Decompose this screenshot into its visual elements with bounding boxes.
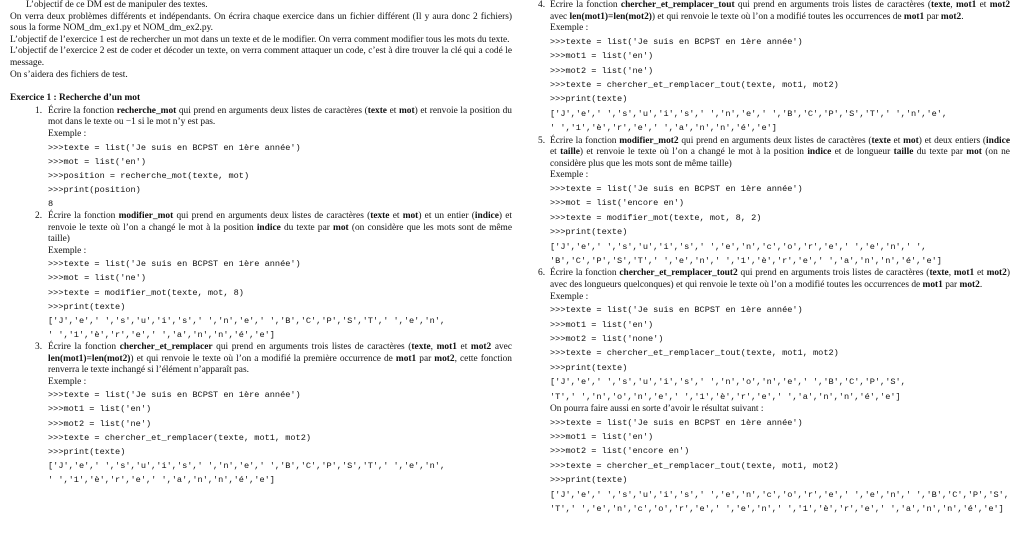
right-column [538,0,1010,517]
question-6 [538,268,1010,516]
alternative-result-label: On pourra faire aussi en sorte d’avoir le résultat suivant : [550,404,764,415]
intro-line-5: On s’aidera des fichiers de test. [10,69,128,80]
question-statement: Écrire la fonction modifier_mot2 qui prend en arguments deux listes de caractères (texte et mot) et deux entiers (indice et taille) et renvoie le texte où l’on a changé le mot à la position indice et de longueur taille du texte par mot (on ne considère plus que les mots sont de même taille) [550,135,1010,169]
example-label: Exemple : [48,128,87,139]
code-example-2: >>>texte = list('Je suis en BCPST en 1ère année') >>>mot1 = list('en') >>>mot2 = list('encore en') >>>texte = chercher_et_remplacer_tout(texte, mot1, mot2) >>>print(texte) ['J','e',' ','s','u','i','s',' ','e','n','c','o','r','e',' ','e','n',' ','B','C','P','S', 'T',' ','e','n','c','o','r','e',' ','e','n',' ','1','è','r','e',' ','a','n','n','é','e'] [550,417,1009,515]
code-example: >>>texte = list('Je suis en BCPST en 1ère année') >>>mot = list('ne') >>>texte = modifier_mot(texte, mot, 8) >>>print(texte) ['J','e',' ','s','u','i','s',' ','n','e',' ','B','C','P','S','T',' ','e','n', ' ','1','è','r','e',' ','a','n','n','é','e'] [48,259,446,340]
code-example: >>>texte = list('Je suis en BCPST en 1ère année') >>>mot = list('en') >>>position = recherche_mot(texte, mot) >>>print(position) 8 [48,142,301,209]
question-statement: Écrire la fonction chercher_et_remplacer_tout qui prend en arguments trois listes de caractères (texte, mot1 et mot2 avec len(mot1)=len(mot2)) et qui renvoie le texte où l’on a modifié toutes les occurrences de mot1 par mot2. [550,0,1011,22]
example-label: Exemple : [48,376,87,387]
question-number: 6. [538,268,546,279]
question-3 [10,342,512,487]
left-column [10,0,512,487]
code-example: >>>texte = list('Je suis en BCPST en 1ère année') >>>mot1 = list('en') >>>mot2 = list('none') >>>texte = chercher_et_remplacer_tout(texte, mot1, mot2) >>>print(texte) ['J','e',' ','s','u','i','s',' ','n','o','n','e',' ','B','C','P','S', 'T',' ','n','o','n','e',' ','1','è','r','e',' ','a','n','n','é','e'] [550,305,906,402]
example-label: Exemple : [48,245,87,256]
question-4 [538,0,1010,136]
intro-line-2: On verra deux problèmes différents et indépendants. On écrira chaque exercice dans un fichier différent (Il y aura donc 2 fichiers) sous la forme NOM_dm_ex1.py et NOM_dm_ex2.py. [10,11,512,34]
intro-line-1: L’objectif de ce DM est de manipuler des textes. [26,0,208,10]
question-statement: Écrire la fonction chercher_et_remplacer qui prend en arguments trois listes de caractères (texte, mot1 et mot2 avec len(mot1)=len(mot2)) et qui renvoie le texte où l’on a modifié la première occurrence de mot1 par mot2, cette fonction renverra le texte inchangé si l’élément n’apparaît pas. [48,341,513,376]
question-5 [538,136,1010,269]
question-statement: Écrire la fonction modifier_mot qui prend en arguments deux listes de caractères (texte et mot) et un entier (indice) et renvoie le texte où l’on a changé le mot à la position indice du texte par mot (on considère que les mots sont de même taille) [48,211,512,245]
question-1 [10,106,512,211]
question-statement: Écrire la fonction chercher_et_remplacer_tout2 qui prend en arguments trois listes de caractères (texte, mot1 et mot2) avec des longueurs quelconques) et qui renvoie le texte où l’on a modifié toutes les occurrences de mot1 par mot2. [550,268,1010,291]
intro-line-3: L’objectif de l’exercice 1 est de rechercher un mot dans un texte et de le modifier. On verra comment modifier tous les mots du texte. [10,34,510,45]
example-label: Exemple : [550,170,589,181]
intro-line-4: L’objectif de l’exercice 2 est de coder et décoder un texte, on verra comment attaquer un code, c’est à dire trouver la clé qui a codé le message. [10,46,512,68]
question-2 [10,211,512,342]
question-number: 1. [35,105,43,116]
code-example: >>>texte = list('Je suis en BCPST en 1ère année') >>>mot = list('encore en') >>>texte = modifier_mot(texte, mot, 8, 2) >>>print(texte) ['J','e',' ','s','u','i','s',' ','e','n','c','o','r','e',' ','e','n',' ', 'B','C','P','S','T',' ','e','n',' ','1','è','r','e',' ','a','n','n','é','e'] [550,184,942,267]
question-number: 2. [35,211,43,221]
question-number: 3. [35,341,43,352]
example-label: Exemple : [550,23,589,34]
exercise-title: Exercice 1 : Recherche d’un mot [10,93,141,104]
question-number: 5. [538,135,546,146]
example-label: Exemple : [550,291,589,302]
code-example: >>>texte = list('Je suis en BCPST en 1ère année') >>>mot1 = list('en') >>>mot2 = list('ne') >>>texte = chercher_et_remplacer(texte, mot1, mot2) >>>print(texte) ['J','e',' ','s','u','i','s',' ','n','e',' ','B','C','P','S','T',' ','e','n', ' ','1','è','r','e',' ','a','n','n','é','e'] [48,390,446,485]
code-example: >>>texte = list('Je suis en BCPST en 1ère année') >>>mot1 = list('en') >>>mot2 = list('ne') >>>texte = chercher_et_remplacer_tout(texte, mot1, mot2) >>>print(texte) ['J','e',' ','s','u','i','s',' ','n','e',' ','B','C','P','S','T',' ','n','e', ' ','1','è','r','e',' ','a','n','n','é','e'] [550,36,948,134]
question-statement: Écrire la fonction recherche_mot qui prend en arguments deux listes de caractères (texte et mot) et renvoie la position du mot dans le texte ou −1 si le mot n’y est pas. [48,105,512,128]
question-number: 4. [538,0,546,10]
